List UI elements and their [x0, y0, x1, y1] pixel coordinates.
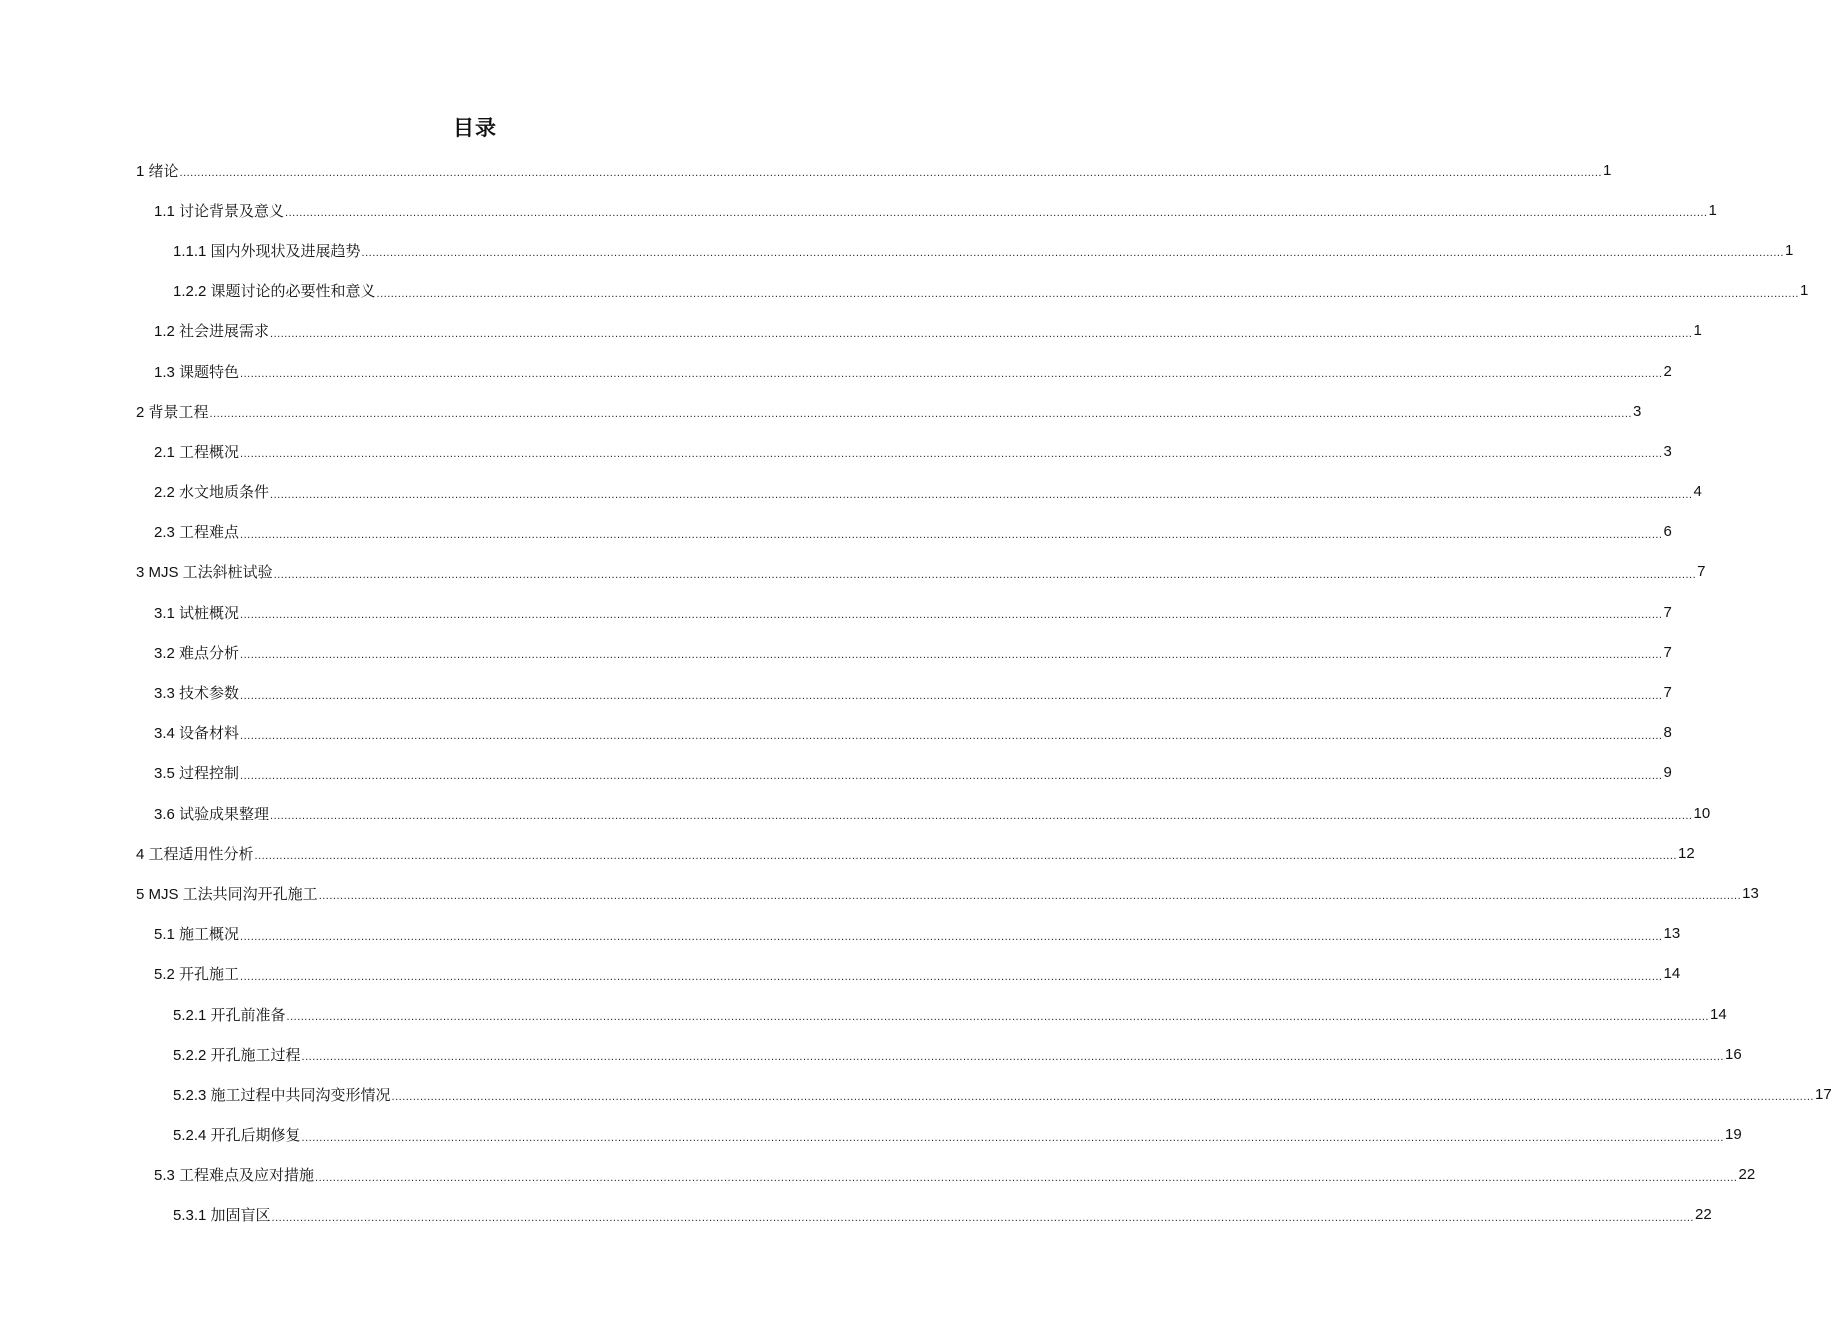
- toc-leader-dots: ................................................................................................................................................................................................................................................................................................................................................................................................................: [391, 1091, 1814, 1104]
- toc-leader-dots: ................................................................................................................................................................................................................................................................................................................................................................................................................: [240, 769, 1663, 782]
- toc-entry[interactable]: [136, 1074, 1832, 1114]
- toc-leader-dots: ................................................................................................................................................................................................................................................................................................................................................................................................................: [240, 368, 1663, 381]
- toc-entry-label: 5 MJS 工法共同沟开孔施工: [136, 885, 318, 903]
- toc-entry-label: 3.2 难点分析: [154, 644, 240, 662]
- toc-entry[interactable]: [136, 1115, 1742, 1155]
- toc-leader-dots: ................................................................................................................................................................................................................................................................................................................................................................................................................: [301, 1051, 1724, 1064]
- toc-entry-page-number: 13: [1663, 925, 1681, 943]
- toc-entry[interactable]: [136, 311, 1702, 351]
- toc-leader-dots: ................................................................................................................................................................................................................................................................................................................................................................................................................: [240, 528, 1663, 541]
- toc-entry[interactable]: [136, 873, 1759, 913]
- toc-entry-label: 5.2 开孔施工: [154, 966, 240, 984]
- toc-leader-dots: ................................................................................................................................................................................................................................................................................................................................................................................................................: [254, 850, 1677, 863]
- toc-entry-label: 5.2.4 开孔后期修复: [173, 1127, 301, 1145]
- toc-entry-label: 1.1 讨论背景及意义: [154, 202, 285, 220]
- toc-entry[interactable]: [136, 632, 1672, 672]
- toc-leader-dots: ................................................................................................................................................................................................................................................................................................................................................................................................................: [318, 890, 1742, 903]
- toc-leader-dots: ................................................................................................................................................................................................................................................................................................................................................................................................................: [271, 1211, 1694, 1224]
- toc-entry-label: 5.3 工程难点及应对措施: [154, 1167, 315, 1185]
- toc-entry-page-number: 7: [1663, 684, 1672, 702]
- toc-entry-page-number: 2: [1663, 362, 1672, 380]
- toc-entry-label: 3 MJS 工法斜桩试验: [136, 564, 273, 582]
- toc-entry-label: 2.1 工程概况: [154, 443, 240, 461]
- toc-entry-label: 4 工程适用性分析: [136, 845, 254, 863]
- toc-entry-page-number: 3: [1632, 402, 1642, 420]
- toc-entry-page-number: 7: [1663, 643, 1672, 661]
- toc-entry-label: 5.2.3 施工过程中共同沟变形情况: [173, 1086, 391, 1104]
- toc-entry[interactable]: [136, 1034, 1742, 1074]
- toc-leader-dots: ................................................................................................................................................................................................................................................................................................................................................................................................................: [209, 408, 1632, 421]
- toc-entry-page-number: 22: [1695, 1206, 1712, 1224]
- toc-leader-dots: ................................................................................................................................................................................................................................................................................................................................................................................................................: [240, 448, 1663, 461]
- toc-entry-label: 3.4 设备材料: [154, 725, 240, 743]
- toc-entry-label: 1.1.1 国内外现状及进展趋势: [173, 242, 361, 260]
- toc-entry[interactable]: [136, 954, 1681, 994]
- toc-entry[interactable]: [136, 271, 1809, 311]
- toc-leader-dots: ................................................................................................................................................................................................................................................................................................................................................................................................................: [273, 568, 1697, 581]
- toc-entry-label: 5.3.1 加固盲区: [173, 1207, 271, 1225]
- toc-entry-page-number: 1: [1785, 241, 1794, 259]
- toc-leader-dots: ................................................................................................................................................................................................................................................................................................................................................................................................................: [240, 689, 1663, 702]
- toc-entry[interactable]: [136, 672, 1672, 712]
- toc-leader-dots: ................................................................................................................................................................................................................................................................................................................................................................................................................: [376, 287, 1799, 300]
- toc-entry[interactable]: [136, 753, 1672, 793]
- toc-entry[interactable]: [136, 230, 1794, 270]
- toc-entry[interactable]: [136, 1155, 1756, 1195]
- toc-entry-label: 1.3 课题特色: [154, 363, 240, 381]
- toc-entry-page-number: 14: [1663, 965, 1681, 983]
- toc-entry[interactable]: [136, 472, 1702, 512]
- toc-entry-page-number: 6: [1663, 523, 1672, 541]
- toc-entry-page-number: 3: [1663, 442, 1672, 460]
- toc-entry-label: 3.3 技术参数: [154, 685, 240, 703]
- toc-entry-label: 2 背景工程: [136, 403, 209, 421]
- toc-entry-label: 1 绪论: [136, 162, 179, 180]
- toc-entry[interactable]: [136, 351, 1672, 391]
- toc-entry-page-number: 7: [1663, 603, 1672, 621]
- toc-entry[interactable]: [136, 713, 1672, 753]
- toc-entry-label: 5.2.2 开孔施工过程: [173, 1046, 301, 1064]
- toc-entry[interactable]: [136, 994, 1727, 1034]
- toc-entry-label: 1.2 社会进展需求: [154, 323, 270, 341]
- toc-entry[interactable]: [136, 914, 1681, 954]
- toc-entry-page-number: 4: [1693, 483, 1702, 501]
- toc-entry-page-number: 1: [1602, 161, 1612, 179]
- toc-entry[interactable]: [136, 552, 1706, 592]
- table-of-contents: [136, 150, 1832, 1235]
- toc-entry-page-number: 7: [1697, 563, 1706, 581]
- toc-leader-dots: ................................................................................................................................................................................................................................................................................................................................................................................................................: [361, 247, 1784, 260]
- toc-entry-label: 3.1 试桩概况: [154, 604, 240, 622]
- toc-leader-dots: ................................................................................................................................................................................................................................................................................................................................................................................................................: [301, 1131, 1724, 1144]
- toc-entry[interactable]: [136, 793, 1711, 833]
- toc-entry-page-number: 1: [1800, 282, 1809, 300]
- toc-entry-label: 3.6 试验成果整理: [154, 805, 270, 823]
- toc-entry[interactable]: [136, 592, 1672, 632]
- toc-entry-page-number: 8: [1663, 724, 1672, 742]
- toc-leader-dots: ................................................................................................................................................................................................................................................................................................................................................................................................................: [240, 729, 1663, 742]
- toc-entry-page-number: 19: [1725, 1126, 1742, 1144]
- toc-entry-page-number: 14: [1710, 1005, 1727, 1023]
- toc-leader-dots: ................................................................................................................................................................................................................................................................................................................................................................................................................: [270, 327, 1693, 340]
- toc-entry-page-number: 13: [1742, 884, 1759, 902]
- toc-entry[interactable]: [136, 512, 1672, 552]
- toc-leader-dots: ................................................................................................................................................................................................................................................................................................................................................................................................................: [285, 207, 1708, 220]
- toc-entry[interactable]: [136, 431, 1672, 471]
- toc-entry-label: 2.2 水文地质条件: [154, 484, 270, 502]
- toc-leader-dots: ................................................................................................................................................................................................................................................................................................................................................................................................................: [240, 609, 1663, 622]
- toc-leader-dots: ................................................................................................................................................................................................................................................................................................................................................................................................................: [240, 649, 1663, 662]
- toc-entry-label: 5.2.1 开孔前准备: [173, 1006, 286, 1024]
- toc-entry-page-number: 9: [1663, 764, 1672, 782]
- toc-entry-page-number: 1: [1693, 322, 1702, 340]
- toc-entry[interactable]: [136, 391, 1642, 431]
- toc-entry-page-number: 22: [1738, 1166, 1756, 1184]
- toc-entry-label: 1.2.2 课题讨论的必要性和意义: [173, 283, 376, 301]
- toc-leader-dots: ................................................................................................................................................................................................................................................................................................................................................................................................................: [315, 1171, 1738, 1184]
- toc-leader-dots: ................................................................................................................................................................................................................................................................................................................................................................................................................: [286, 1011, 1709, 1024]
- toc-leader-dots: ................................................................................................................................................................................................................................................................................................................................................................................................................: [179, 167, 1602, 180]
- toc-entry[interactable]: [136, 150, 1612, 190]
- toc-entry-label: 3.5 过程控制: [154, 765, 240, 783]
- toc-entry-page-number: 17: [1815, 1085, 1832, 1103]
- toc-entry-page-number: 12: [1677, 844, 1695, 862]
- toc-leader-dots: ................................................................................................................................................................................................................................................................................................................................................................................................................: [240, 970, 1663, 983]
- toc-leader-dots: ................................................................................................................................................................................................................................................................................................................................................................................................................: [270, 488, 1693, 501]
- toc-entry-page-number: 16: [1725, 1045, 1742, 1063]
- toc-entry[interactable]: [136, 1195, 1712, 1235]
- page-title: 目录: [453, 116, 497, 140]
- toc-leader-dots: ................................................................................................................................................................................................................................................................................................................................................................................................................: [270, 810, 1693, 823]
- toc-entry[interactable]: [136, 833, 1695, 873]
- toc-leader-dots: ................................................................................................................................................................................................................................................................................................................................................................................................................: [240, 930, 1663, 943]
- toc-entry-page-number: 1: [1708, 201, 1717, 219]
- toc-entry-label: 2.3 工程难点: [154, 524, 240, 542]
- toc-entry-page-number: 10: [1693, 804, 1711, 822]
- toc-entry[interactable]: [136, 190, 1717, 230]
- toc-entry-label: 5.1 施工概况: [154, 926, 240, 944]
